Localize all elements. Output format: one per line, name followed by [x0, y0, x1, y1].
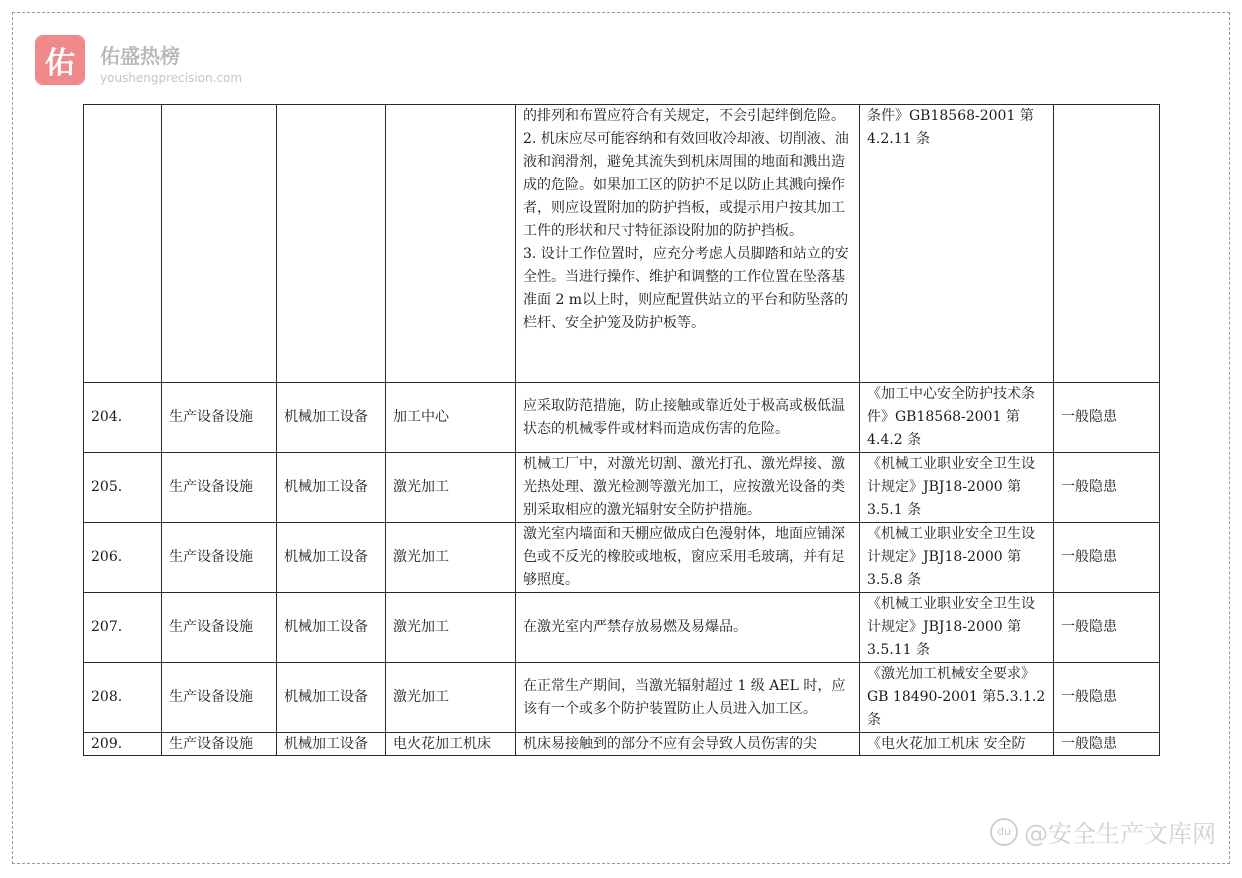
- cell-basis: 《电火花加工机床 安全防: [860, 733, 1054, 756]
- cell-equipment: 机械加工设备: [277, 593, 386, 663]
- cell-no: 208.: [84, 663, 162, 733]
- cell-equipment: 机械加工设备: [277, 523, 386, 593]
- requirement-paragraph: 2. 机床应尽可能容纳和有效回收冷却液、切削液、油液和润滑剂，避免其流失到机床周围的地面和溅出造成的危险。如果加工区的防护不足以防止其溅向操作者，则应设置附加的防护挡板，或提示用户按其加工工件的形状和尺寸特征添设附加的防护挡板。: [523, 131, 849, 239]
- cell-requirement: 在正常生产期间，当激光辐射超过 1 级 AEL 时，应该有一个或多个防护装置防止人员进入加工区。: [516, 663, 860, 733]
- cell-category: 生产设备设施: [162, 523, 277, 593]
- cell-equipment: 机械加工设备: [277, 663, 386, 733]
- cell-no: 205.: [84, 453, 162, 523]
- hazard-table: [83, 104, 1160, 756]
- cell-item: [386, 105, 516, 383]
- cell-requirement: 机床易接触到的部分不应有会导致人员伤害的尖: [516, 733, 860, 756]
- cell-level: [1054, 105, 1160, 383]
- cell-item: 电火花加工机床: [386, 733, 516, 756]
- table-row: [84, 453, 1160, 523]
- cell-no: 206.: [84, 523, 162, 593]
- cell-requirement: [516, 105, 860, 383]
- table-row: [84, 105, 1160, 383]
- cell-level: 一般隐患: [1054, 383, 1160, 453]
- requirement-paragraph: 3. 设计工作位置时，应充分考虑人员脚踏和站立的安全性。当进行操作、维护和调整的工作位置在坠落基准面 2 m以上时，则应配置供站立的平台和防坠落的栏杆、安全护笼及防护板等。: [523, 246, 849, 331]
- cell-category: [162, 105, 277, 383]
- cell-basis: 条件》GB18568-2001 第4.2.11 条: [860, 105, 1054, 383]
- watermark: [990, 814, 1216, 849]
- cell-equipment: [277, 105, 386, 383]
- cell-category: 生产设备设施: [162, 383, 277, 453]
- table-row: [84, 593, 1160, 663]
- cell-no: 204.: [84, 383, 162, 453]
- brand-logo-char: 佑: [45, 46, 75, 81]
- table-row: [84, 733, 1160, 756]
- requirement-paragraph: 的排列和布置应符合有关规定，不会引起绊倒危险。: [523, 108, 845, 124]
- brand-name: 佑盛热榜: [100, 44, 180, 68]
- table-row: [84, 383, 1160, 453]
- cell-requirement: 应采取防范措施，防止接触或靠近处于极高或极低温状态的机械零件或材料而造成伤害的危险。: [516, 383, 860, 453]
- cell-item: 激光加工: [386, 453, 516, 523]
- cell-level: 一般隐患: [1054, 593, 1160, 663]
- cell-category: 生产设备设施: [162, 593, 277, 663]
- cell-requirement: 激光室内墙面和天棚应做成白色漫射体，地面应铺深色或不反光的橡胶或地板，窗应采用毛玻璃，并有足够照度。: [516, 523, 860, 593]
- cell-equipment: 机械加工设备: [277, 453, 386, 523]
- cell-category: 生产设备设施: [162, 453, 277, 523]
- cell-level: 一般隐患: [1054, 733, 1160, 756]
- cell-category: 生产设备设施: [162, 733, 277, 756]
- cell-basis: 《激光加工机械安全要求》GB 18490-2001 第5.3.1.2 条: [860, 663, 1054, 733]
- brand-url: youshengprecision.com: [100, 71, 243, 85]
- cell-basis: 《机械工业职业安全卫生设计规定》JBJ18-2000 第3.5.8 条: [860, 523, 1054, 593]
- cell-no: 207.: [84, 593, 162, 663]
- cell-equipment: 机械加工设备: [277, 383, 386, 453]
- paw-icon: du: [990, 818, 1018, 846]
- watermark-text: @安全生产文库网: [1024, 820, 1216, 848]
- cell-category: 生产设备设施: [162, 663, 277, 733]
- cell-basis: 《机械工业职业安全卫生设计规定》JBJ18-2000 第3.5.11 条: [860, 593, 1054, 663]
- cell-item: 激光加工: [386, 523, 516, 593]
- cell-item: 激光加工: [386, 663, 516, 733]
- cell-equipment: 机械加工设备: [277, 733, 386, 756]
- cell-basis: 《加工中心安全防护技术条件》GB18568-2001 第4.4.2 条: [860, 383, 1054, 453]
- cell-item: 激光加工: [386, 593, 516, 663]
- cell-item: 加工中心: [386, 383, 516, 453]
- cell-no: 209.: [84, 733, 162, 756]
- cell-level: 一般隐患: [1054, 663, 1160, 733]
- cell-level: 一般隐患: [1054, 523, 1160, 593]
- table-row: [84, 663, 1160, 733]
- table-row: [84, 523, 1160, 593]
- cell-requirement: 机械工厂中，对激光切割、激光打孔、激光焊接、激光热处理、激光检测等激光加工，应按激光设备的类别采取相应的激光辐射安全防护措施。: [516, 453, 860, 523]
- brand-logo: [35, 35, 85, 85]
- cell-no: [84, 105, 162, 383]
- cell-requirement: 在激光室内严禁存放易燃及易爆品。: [516, 593, 860, 663]
- cell-level: 一般隐患: [1054, 453, 1160, 523]
- cell-basis: 《机械工业职业安全卫生设计规定》JBJ18-2000 第3.5.1 条: [860, 453, 1054, 523]
